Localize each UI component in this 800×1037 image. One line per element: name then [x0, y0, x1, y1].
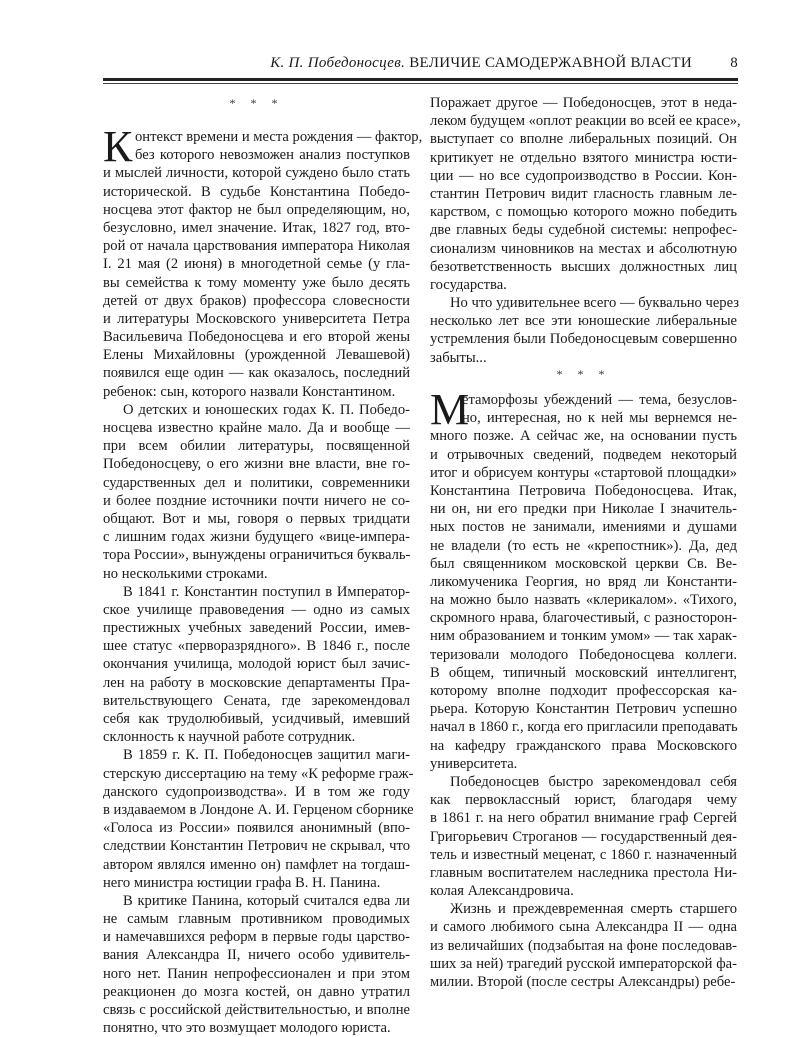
text-line: него министра юстиции графа В. Н. Панина.: [103, 874, 381, 891]
text-line: автором являлся именно он) памфлет на тогдаш-: [103, 856, 410, 873]
text-line: склонность к научной работе сотрудник.: [103, 729, 356, 746]
text-line: университета.: [430, 755, 518, 772]
text-line: ции — но все судопроизводство в России. Кон-: [430, 167, 737, 184]
text-line: вы семейства к тому моменту уже было десять: [103, 274, 410, 291]
text-line: с лишним годах жизни будущего «вице-импера-: [103, 529, 410, 546]
right-column-bottom: [430, 385, 738, 991]
text-line: теризовали молодого Победоносцева коллеги.: [430, 646, 737, 663]
text-line: ликомученика Георгия, но вряд ли Константи-: [430, 573, 737, 590]
text-line: шее статус «перворазрядного». В 1846 г., после: [103, 638, 410, 655]
text-line: рьера. Которую Константин Петрович успешно: [430, 701, 737, 718]
text-line: стантин Петрович видит гласность главным ле-: [430, 185, 737, 202]
text-line: выступает со вполне либеральных позиций. Он: [430, 131, 737, 148]
paragraph: [103, 401, 410, 583]
text-line: как первоклассный юрист, благодаря чему: [430, 792, 737, 809]
header-book-title: ВЕЛИЧИЕ САМОДЕРЖАВНОЙ ВЛАСТИ: [409, 55, 692, 71]
text-line: лен на работу в московские департаменты Пра-: [103, 674, 410, 691]
text-line: связь с российской действительностью, и вполне: [103, 1002, 410, 1018]
text-line: понятно, что это возмущает молодого юриста.: [103, 1020, 391, 1037]
text-line: сударственных дел и политики, современники: [103, 474, 410, 491]
paragraph: [430, 900, 737, 991]
text-line: главным воспитателем наследника престола Ни-: [430, 864, 737, 881]
text-line: В критике Панина, который считался едва ли: [123, 892, 410, 909]
text-line: забыты...: [430, 349, 487, 366]
text-line: Елены Михайловны (урожденной Левашевой): [103, 347, 410, 364]
text-line: ребенок: сын, которого назвали Константином.: [103, 383, 396, 400]
text-line: следствии Константин Петрович не скрывал, что: [103, 838, 410, 855]
drop-cap: М: [430, 385, 470, 434]
text-line: из величайших (подзабытая на фоне последовав-: [430, 937, 737, 954]
text-line: две главных беды судебной системы: непрофес-: [430, 222, 737, 239]
text-line: Васильевича Победоносцева и его второй жены: [103, 329, 410, 346]
paragraph: [430, 773, 737, 900]
text-line: ское училище правоведения — одно из самых: [103, 601, 410, 618]
text-line: при всем обилии литературы, посвященной: [103, 438, 410, 455]
text-line: начал в 1860 г., когда его пригласили преподавать: [430, 719, 738, 736]
text-line: на можно было назвать «клерикалом». «Тихого,: [430, 592, 737, 609]
text-line: окончания училища, молодой юрист был зачис-: [103, 656, 410, 673]
text-line: Константина Петровича Победоносцева. Итак,: [430, 482, 737, 499]
text-line: без которого невозможен анализ поступков: [135, 147, 410, 164]
text-line: в издаваемом в Лондоне А. И. Герценом сборнике: [103, 801, 414, 818]
text-line: вания Александра II, ничего особо удивитель-: [103, 947, 410, 964]
paragraph: [430, 385, 738, 773]
text-line: и отрывочных сведений, подведем некоторый: [430, 446, 737, 463]
text-line: тель и известный меценат, с 1860 г. назначенный: [430, 846, 737, 863]
paragraph: [103, 892, 410, 1037]
text-line: итог и обрисуем контуры «стартовой площадки»: [430, 464, 737, 481]
text-line: колая Александровича.: [430, 883, 574, 900]
text-line: но, интересная, но к ней мы вернемся не-: [462, 410, 737, 427]
text-line: карством, с помощью которого можно победить: [430, 204, 737, 221]
text-line: В 1859 г. К. П. Победоносцев защитил маги-: [123, 747, 410, 764]
text-line: которому вполне подходит профессорская ка-: [430, 683, 737, 699]
text-line: безусловно, имел значение. Итак, 1827 год, вто-: [103, 219, 410, 236]
text-line: данского судопроизводства». И в том же году: [103, 783, 410, 800]
text-line: В общем, типичный московский интеллигент,: [430, 664, 737, 681]
text-line: Жизнь и преждевременная смерть старшего: [450, 901, 737, 918]
text-line: етаморфозы убеждений — тема, безуслов-: [462, 392, 737, 408]
text-line: детей от двух браков) профессора словесности: [103, 292, 410, 309]
text-line: престижных учебных заведений России, имев-: [103, 620, 410, 637]
text-line: I. 21 мая (2 июня) в многодетной семье (у гла-: [103, 256, 410, 273]
text-line: много позже. А сейчас же, на основании пусть: [430, 428, 737, 445]
text-line: Григорьевич Строганов — государственный дея-: [430, 828, 737, 845]
text-line: исторической. В судьбе Константина Победо-: [103, 183, 410, 200]
right-column-top: [430, 94, 741, 367]
text-line: милии. Второй (после сестры Александры) ребе-: [430, 974, 736, 990]
text-line: тора России», вынуждены ограничиться букваль-: [103, 547, 411, 564]
text-line: Победоносцев быстро зарекомендовал себя: [450, 773, 737, 790]
text-line: и литературы Московского университета Петра: [103, 310, 410, 327]
text-line: безответственность высших должностных лиц: [430, 258, 737, 275]
text-line: «Голоса из России» появился анонимный (впо-: [103, 820, 410, 837]
text-line: реакционен до мозга костей, он давно утратил: [103, 983, 410, 1000]
text-line: несколько лет все эти юношеские либеральные: [430, 313, 737, 330]
drop-cap: К: [103, 122, 133, 171]
text-line: Поражает другое — Победоносцев, этот в неда-: [430, 95, 737, 111]
paragraph: [103, 122, 423, 401]
text-line: появился еще один — как оказалось, последний: [103, 365, 410, 382]
text-line: сионализм чиновников на местах и абсолютную: [430, 240, 737, 257]
page-number: 8: [730, 55, 738, 71]
text-line: ших за ней) трагедий русской императорской фа-: [430, 955, 737, 972]
text-line: онтекст времени и места рождения — фактор,: [135, 129, 423, 145]
paragraph: [430, 94, 741, 294]
header-rule-thin: [103, 83, 738, 84]
text-line: носцева этот фактор не был определяющим, но,: [103, 201, 410, 218]
text-line: но несколькими строками.: [103, 565, 268, 582]
text-line: на кафедру гражданского права Московского: [430, 737, 737, 754]
section-separator: * * *: [556, 367, 611, 381]
text-line: был священником московской церкви Св. Ве-: [430, 555, 737, 572]
text-line: Победоносцеву, о его жизни вне власти, вне го-: [103, 456, 410, 473]
text-line: скромного нрава, благочестивый, с разносторон-: [430, 610, 737, 627]
text-line: устремления были Победоносцевым совершенно: [430, 331, 737, 348]
section-separator: * * *: [229, 96, 284, 110]
paragraph: [430, 294, 740, 367]
text-line: не владели (то есть не «крепостник»). Да, дед: [430, 537, 737, 554]
paragraph: [103, 583, 410, 747]
text-line: В 1841 г. Константин поступил в Император-: [123, 583, 410, 600]
text-line: и самого любимого сына Александра II — одна: [430, 919, 737, 936]
text-line: Но что удивительнее всего — буквально через: [450, 295, 740, 312]
text-line: в 1861 г. на него обратил внимание граф Сергей: [430, 810, 737, 827]
left-column: [103, 122, 423, 1037]
text-line: вительствующего Сената, где зарекомендовал: [103, 692, 410, 709]
paragraph: [103, 746, 414, 892]
text-line: леком будущем «оплот реакции во всей ее красе»,: [430, 113, 741, 130]
text-line: себя как трудолюбивый, усидчивый, имевший: [103, 711, 410, 727]
text-line: ни он, ни его предки при Николае I значитель-: [430, 501, 737, 518]
text-line: носцева известно крайне мало. Да и вообще —: [103, 420, 410, 436]
text-line: и более поздние источники почти ничего не со-: [103, 492, 410, 509]
header-rule-thick: [103, 78, 738, 81]
text-line: О детских и юношеских годах К. П. Победо-: [123, 401, 410, 418]
text-line: не самым главным противником проводимых: [103, 911, 410, 928]
text-line: и мыслей личности, которой суждено было стать: [103, 165, 410, 182]
text-line: и намечавшихся реформ в первые годы царство-: [103, 929, 410, 946]
text-line: ним образованием и тонким умом» — так харак-: [430, 628, 737, 645]
text-line: ного нет. Панин непрофессионален и при этом: [103, 965, 410, 982]
text-line: стерскую диссертацию на тему «К реформе граж-: [103, 765, 414, 782]
text-line: общают. Вот и мы, говоря о первых тридцати: [103, 510, 410, 527]
running-title: [270, 55, 692, 72]
text-line: государства.: [430, 276, 507, 293]
text-line: ных постов не занимали, имениями и душами: [430, 519, 737, 536]
text-line: критикует не отдельно взятого министра юсти-: [430, 149, 737, 166]
text-line: рой от начала царствования императора Николая: [103, 238, 410, 255]
header-author: К. П. Победоносцев.: [270, 55, 406, 71]
